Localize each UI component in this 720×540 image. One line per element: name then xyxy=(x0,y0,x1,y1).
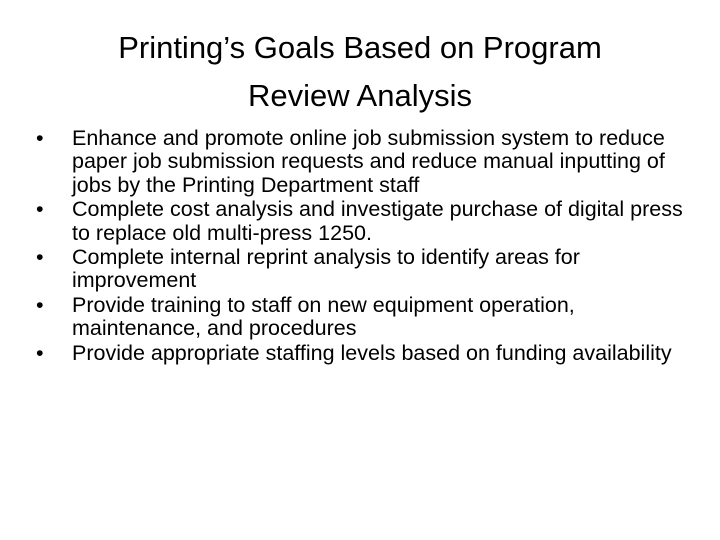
bullet-item-staff-training xyxy=(36,294,686,341)
bullet-icon: • xyxy=(36,292,44,317)
bullet-item-online-submission xyxy=(36,127,686,197)
slide-title xyxy=(60,24,660,120)
bullet-icon: • xyxy=(36,197,44,222)
bullet-item-staffing-levels xyxy=(36,342,686,365)
slide-title-line-1: Printing’s Goals Based on Program xyxy=(118,30,602,65)
bullet-item-reprint-analysis xyxy=(36,246,686,293)
bullet-icon: • xyxy=(36,245,44,270)
bullet-icon: • xyxy=(36,340,44,365)
bullet-text: Provide appropriate staffing levels based on funding availability xyxy=(72,340,672,365)
bullet-text: Provide training to staff on new equipment operation, maintenance, and procedures xyxy=(72,292,575,341)
bullet-text: Enhance and promote online job submission system to reduce paper job submission requests and reduce manual inputting of jobs by the Printing Department staff xyxy=(72,126,665,197)
slide-title-line-2: Review Analysis xyxy=(248,78,472,113)
bullet-text: Complete internal reprint analysis to identify areas for improvement xyxy=(72,245,580,293)
bullet-item-cost-analysis xyxy=(36,198,686,245)
bullet-list xyxy=(36,127,686,366)
bullet-text: Complete cost analysis and investigate purchase of digital press to replace old multi-press 1250. xyxy=(72,197,683,245)
bullet-icon: • xyxy=(36,126,44,150)
